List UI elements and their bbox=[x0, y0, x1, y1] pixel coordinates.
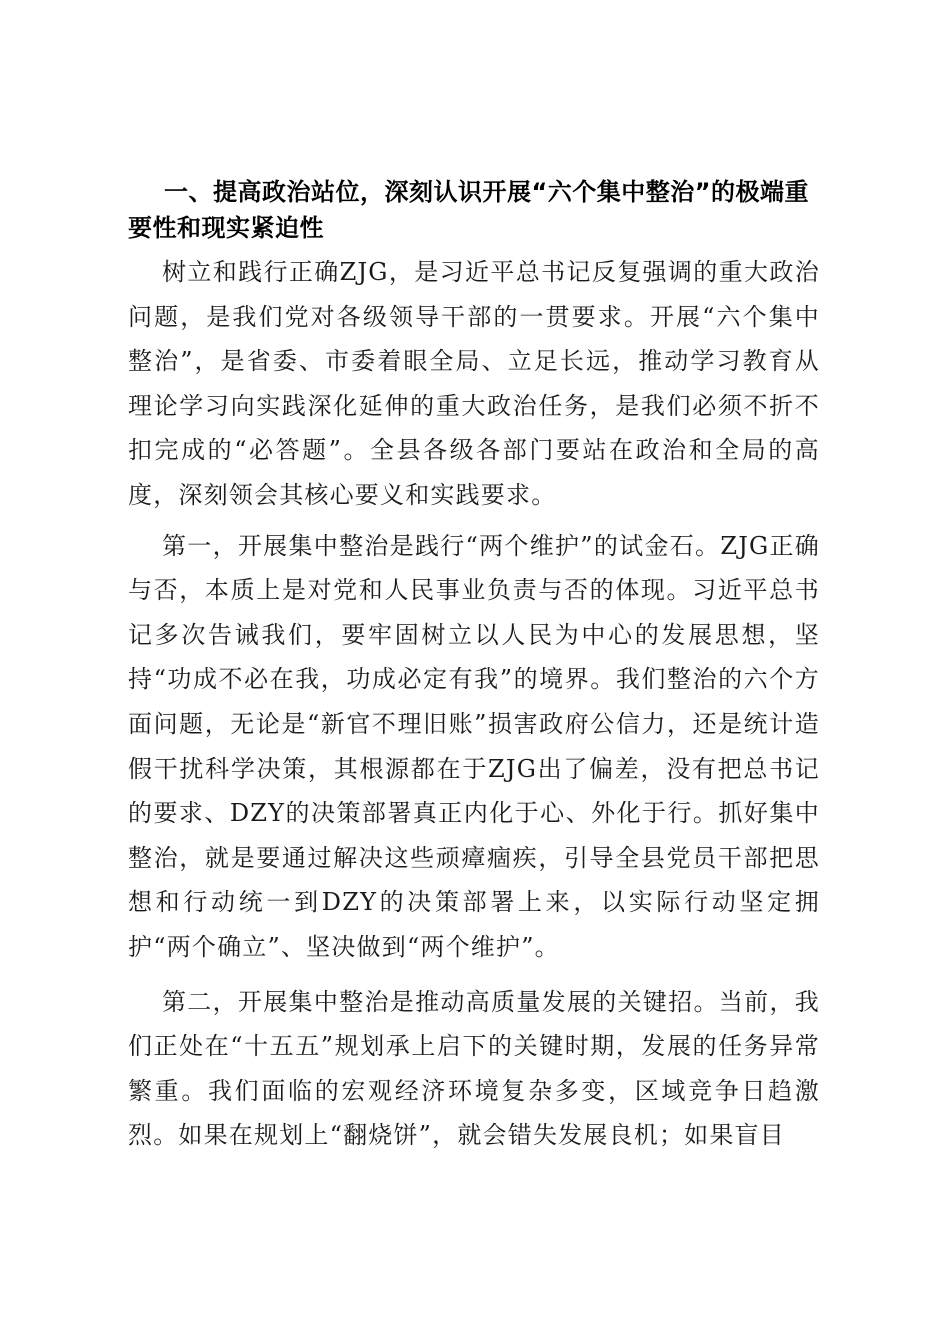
paragraph-intro: 树立和践行正确ZJG，是习近平总书记反复强调的重大政治问题，是我们党对各级领导干部的一贯要求。开展“六个集中整治”，是省委、市委着眼全局、立足长远，推动学习教育从理论学习向实践深化延伸的重大政治任务，是我们必须不折不扣完成的“必答题”。全县各级各部门要站在政治和全局的高度，深刻领会其核心要义和实践要求。 bbox=[128, 258, 820, 509]
paragraph-first-point: 第一，开展集中整治是践行“两个维护”的试金石。ZJG正确与否，本质上是对党和人民事业负责与否的体现。习近平总书记多次告诫我们，要牢固树立以人民为中心的发展思想，坚持“功成不必在我，功成必定有我”的境界。我们整治的六个方面问题，无论是“新官不理旧账”损害政府公信力，还是统计造假干扰科学决策，其根源都在于ZJG出了偏差，没有把总书记的要求、DZY的决策部署真正内化于心、外化于行。抓好集中整治，就是要通过解决这些顽瘴痼疾，引导全县党员干部把思想和行动统一到DZY的决策部署上来，以实际行动坚定拥护“两个确立”、坚决做到“两个维护”。 bbox=[128, 531, 820, 961]
section-heading: 一、提高政治站位，深刻认识开展“六个集中整治”的极端重要性和现实紧迫性 bbox=[128, 178, 810, 242]
document-body bbox=[128, 174, 820, 1158]
paragraph-second-point: 第二，开展集中整治是推动高质量发展的关键招。当前，我们正处在“十五五”规划承上启下的关键时期，发展的任务异常繁重。我们面临的宏观经济环境复杂多变，区域竞争日趋激烈。如果在规划上“翻烧饼”，就会错失发展良机；如果盲目 bbox=[128, 987, 820, 1150]
